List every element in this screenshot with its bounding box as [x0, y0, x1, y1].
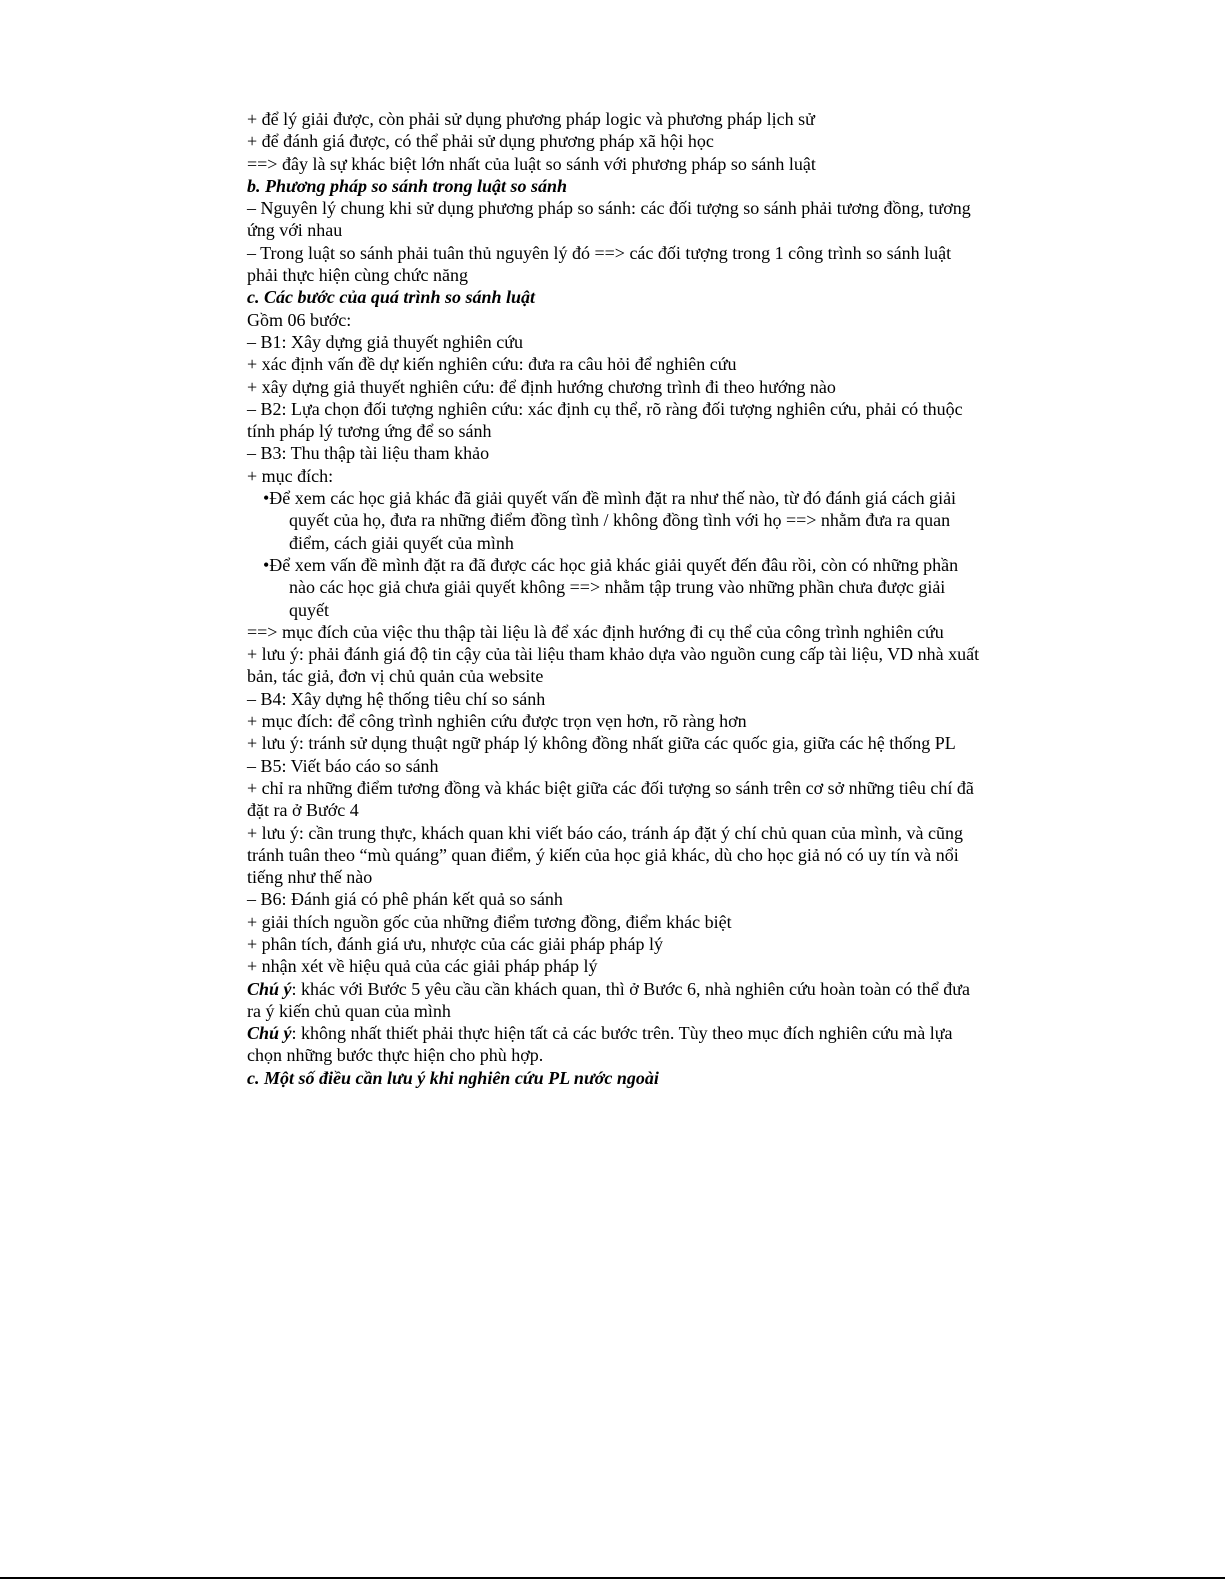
step-b4: – B4: Xây dựng hệ thống tiêu chí so sánh — [247, 688, 546, 709]
step-b6: – B6: Đánh giá có phê phán kết quả so sánh — [247, 889, 563, 910]
note-label: Chú ý — [247, 1023, 292, 1044]
text-line: + lưu ý: cần trung thực, khách quan khi viết báo cáo, tránh áp đặt ý chí chủ quan của mình, và cũng tránh tuân theo “mù quáng” quan điểm, ý kiến của học giả khác, dù cho học giả nó có uy tín và nổi tiếng như thế nào — [247, 822, 963, 888]
section-heading-c-steps: c. Các bước của quá trình so sánh luật — [247, 287, 535, 308]
text-line: + xác định vấn đề dự kiến nghiên cứu: đưa ra câu hỏi để nghiên cứu — [247, 354, 737, 375]
text-line: ==> đây là sự khác biệt lớn nhất của luật so sánh với phương pháp so sánh luật — [247, 153, 816, 174]
text-line: + nhận xét về hiệu quả của các giải pháp pháp lý — [247, 956, 598, 977]
section-heading-c-foreign-law: c. Một số điều cần lưu ý khi nghiên cứu PL nước ngoài — [247, 1067, 659, 1088]
page-bottom-border — [0, 1577, 1225, 1579]
text-line: + phân tích, đánh giá ưu, nhược của các giải pháp pháp lý — [247, 933, 664, 954]
text-line: ==> mục đích của việc thu thập tài liệu là để xác định hướng đi cụ thể của công trình nghiên cứu — [247, 621, 944, 642]
step-b1: – B1: Xây dựng giả thuyết nghiên cứu — [247, 331, 523, 352]
text-line: + mục đích: — [247, 465, 334, 486]
bullet-item: •Để xem các học giả khác đã giải quyết vấn đề mình đặt ra như thế nào, từ đó đánh giá cách giải quyết của họ, đưa ra những điểm đồng tình / không đồng tình với họ ==> nhằm đưa ra quan điểm, cách giải quyết của mình — [263, 488, 957, 553]
text-line: + xây dựng giả thuyết nghiên cứu: để định hướng chương trình đi theo hướng nào — [247, 376, 836, 397]
note-paragraph — [247, 978, 982, 1023]
text-line: + để đánh giá được, có thể phải sử dụng phương pháp xã hội học — [247, 131, 714, 152]
section-heading-b: b. Phương pháp so sánh trong luật so sánh — [247, 175, 568, 196]
note-label: Chú ý — [247, 978, 292, 999]
bullet-item: •Để xem vấn đề mình đặt ra đã được các học giả khác giải quyết đến đâu rồi, còn có những phần nào các học giả chưa giải quyết không ==> nhằm tập trung vào những phần chưa được giải quyết — [263, 554, 959, 620]
step-b3: – B3: Thu thập tài liệu tham khảo — [247, 443, 490, 464]
text-line: + mục đích: để công trình nghiên cứu được trọn vẹn hơn, rõ ràng hơn — [247, 711, 747, 732]
step-b5: – B5: Viết báo cáo so sánh — [247, 755, 439, 776]
text-line: + giải thích nguồn gốc của những điểm tương đồng, điểm khác biệt — [247, 911, 732, 932]
note-text: : không nhất thiết phải thực hiện tất cả các bước trên. Tùy theo mục đích nghiên cứu mà lựa chọn những bước thực hiện cho phù hợp. — [247, 1023, 953, 1066]
document-body — [247, 108, 982, 1089]
note-text: : khác với Bước 5 yêu cầu cần khách quan, thì ở Bước 6, nhà nghiên cứu hoàn toàn có thể đưa ra ý kiến chủ quan của mình — [247, 978, 970, 1021]
text-line: + để lý giải được, còn phải sử dụng phương pháp logic và phương pháp lịch sử — [247, 109, 815, 129]
text-line: + lưu ý: phải đánh giá độ tin cậy của tài liệu tham khảo dựa vào nguồn cung cấp tài liệu, VD nhà xuất bản, tác giả, đơn vị chủ quản của website — [247, 644, 980, 687]
note-paragraph — [247, 1022, 982, 1067]
text-line: – Trong luật so sánh phải tuân thủ nguyên lý đó ==> các đối tượng trong 1 công trình so sánh luật phải thực hiện cùng chức năng — [247, 242, 952, 286]
text-line: – Nguyên lý chung khi sử dụng phương pháp so sánh: các đối tượng so sánh phải tương đồng, tương ứng với nhau — [247, 198, 971, 241]
text-line: Gồm 06 bước: — [247, 309, 352, 330]
text-line: + chỉ ra những điểm tương đồng và khác biệt giữa các đối tượng so sánh trên cơ sở những tiêu chí đã đặt ra ở Bước 4 — [247, 777, 974, 821]
step-b2: – B2: Lựa chọn đối tượng nghiên cứu: xác định cụ thể, rõ ràng đối tượng nghiên cứu, phải có thuộc tính pháp lý tương ứng để so sánh — [247, 398, 963, 442]
text-line: + lưu ý: tránh sử dụng thuật ngữ pháp lý không đồng nhất giữa các quốc gia, giữa các hệ thống PL — [247, 733, 956, 754]
